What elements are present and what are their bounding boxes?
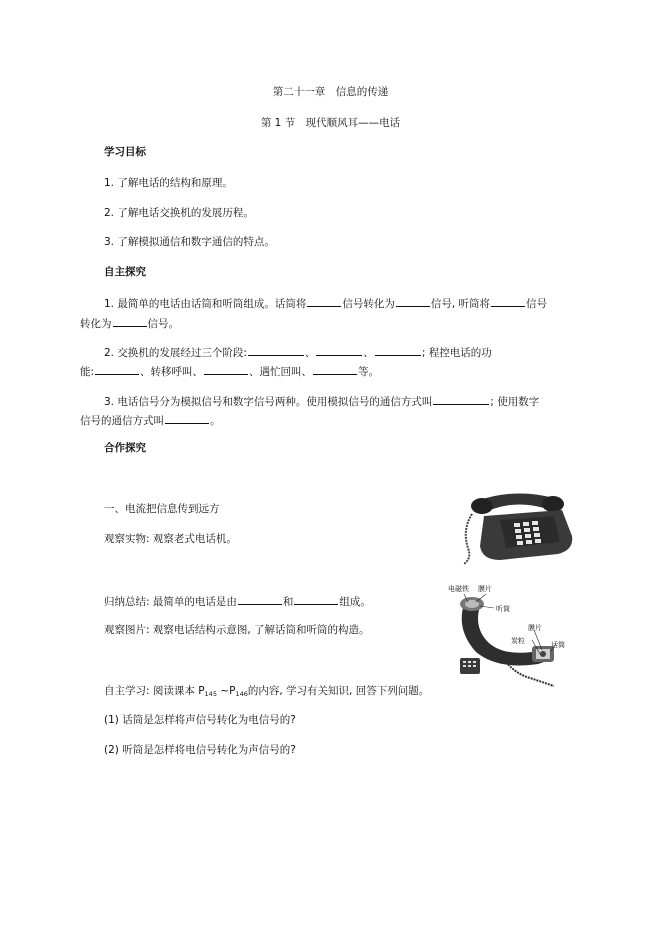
chapter-title: 第二十一章 信息的传递 bbox=[272, 86, 389, 98]
coop-self-study bbox=[104, 684, 429, 701]
blank bbox=[165, 412, 209, 424]
coop-part-1: 一、电流把信息传到远方 bbox=[104, 503, 220, 515]
self-explore-heading: 自主探究 bbox=[104, 266, 146, 278]
question-3-line-2 bbox=[80, 412, 221, 428]
q2-text-f: 等。 bbox=[358, 366, 380, 378]
goal-item-1: 1. 了解电话的结构和原理。 bbox=[104, 177, 233, 189]
blank bbox=[294, 593, 338, 605]
blank bbox=[375, 344, 421, 356]
q2-text-a: 2. 交换机的发展经过三个阶段: bbox=[104, 347, 247, 359]
q1-text-d: 信号 bbox=[526, 298, 548, 310]
section-title: 第 1 节 现代顺风耳——电话 bbox=[260, 117, 401, 129]
question-2-line-2 bbox=[80, 363, 379, 379]
page-start: 145 bbox=[204, 690, 217, 698]
q1-text-f: 信号。 bbox=[147, 318, 179, 330]
q2-sep-1: 、 bbox=[304, 347, 316, 359]
coop-observe: 观察实物: 观察老式电话机。 bbox=[104, 533, 237, 545]
q2-sep-2: 、 bbox=[363, 347, 374, 359]
blank bbox=[238, 593, 282, 605]
coop-summary bbox=[104, 593, 371, 609]
summary-text-a: 归纳总结: 最简单的电话是由 bbox=[104, 596, 237, 608]
q1-text-a: 1. 最简单的电话由话筒和听筒组成。话筒将 bbox=[104, 298, 307, 310]
q3-text-b: ; 使用数字 bbox=[490, 396, 540, 408]
coop-observe-picture: 观察图片: 观察电话结构示意图, 了解话筒和听筒的构造。 bbox=[104, 624, 370, 636]
question-1-line-1 bbox=[104, 295, 547, 311]
label-earpiece: 听筒 bbox=[496, 605, 510, 613]
blank bbox=[433, 393, 489, 405]
label-membrane: 膜片 bbox=[528, 624, 542, 632]
label-membrane-top: 膜片 bbox=[478, 585, 492, 593]
blank bbox=[491, 295, 525, 307]
goal-item-2: 2. 了解电话交换机的发展历程。 bbox=[104, 207, 254, 219]
page-end: 146 bbox=[235, 690, 248, 698]
goals-heading: 学习目标 bbox=[104, 146, 146, 158]
goal-item-3: 3. 了解模拟通信和数字通信的特点。 bbox=[104, 236, 275, 248]
q1-text-b: 信号转化为 bbox=[342, 298, 395, 310]
summary-text-c: 组成。 bbox=[339, 596, 371, 608]
question-2-earpiece: (2) 听筒是怎样将电信号转化为声信号的? bbox=[104, 744, 296, 756]
label-carbon: 炭粒 bbox=[511, 637, 525, 645]
q1-text-e: 转化为 bbox=[80, 318, 112, 330]
q2-text-e: 、遇忙回叫、 bbox=[249, 366, 313, 378]
blank bbox=[313, 363, 357, 375]
blank bbox=[204, 363, 248, 375]
q3-text-a: 3. 电话信号分为模拟信号和数字信号两种。使用模拟信号的通信方式叫 bbox=[104, 396, 433, 408]
question-1-microphone: (1) 话筒是怎样将声信号转化为电信号的? bbox=[104, 714, 296, 726]
blank bbox=[113, 315, 147, 327]
question-1-line-2 bbox=[80, 315, 179, 331]
page-tilde: ~P bbox=[216, 685, 236, 697]
self-study-text-b: 的内容, 学习有关知识, 回答下列问题。 bbox=[247, 685, 430, 697]
coop-heading: 合作探究 bbox=[104, 442, 146, 454]
blank bbox=[316, 344, 362, 356]
blank bbox=[307, 295, 341, 307]
q2-text-b: ; 程控电话的功 bbox=[421, 347, 492, 359]
q2-text-c: 能: bbox=[80, 366, 95, 378]
blank bbox=[396, 295, 430, 307]
q3-text-d: 。 bbox=[210, 415, 221, 427]
question-3-line-1 bbox=[104, 393, 539, 409]
q1-text-c: 信号, 听筒将 bbox=[430, 298, 491, 310]
q3-text-c: 信号的通信方式叫 bbox=[80, 415, 164, 427]
blank bbox=[95, 363, 139, 375]
self-study-text-a: 自主学习: 阅读课本 P bbox=[104, 685, 205, 697]
old-telephone-image bbox=[458, 490, 576, 568]
label-mouthpiece: 话筒 bbox=[551, 641, 565, 649]
label-electromagnet: 电磁铁 bbox=[448, 585, 469, 593]
question-2-line-1 bbox=[104, 344, 492, 360]
blank bbox=[248, 344, 304, 356]
q2-text-d: 、转移呼叫、 bbox=[140, 366, 204, 378]
summary-text-b: 和 bbox=[282, 596, 294, 608]
